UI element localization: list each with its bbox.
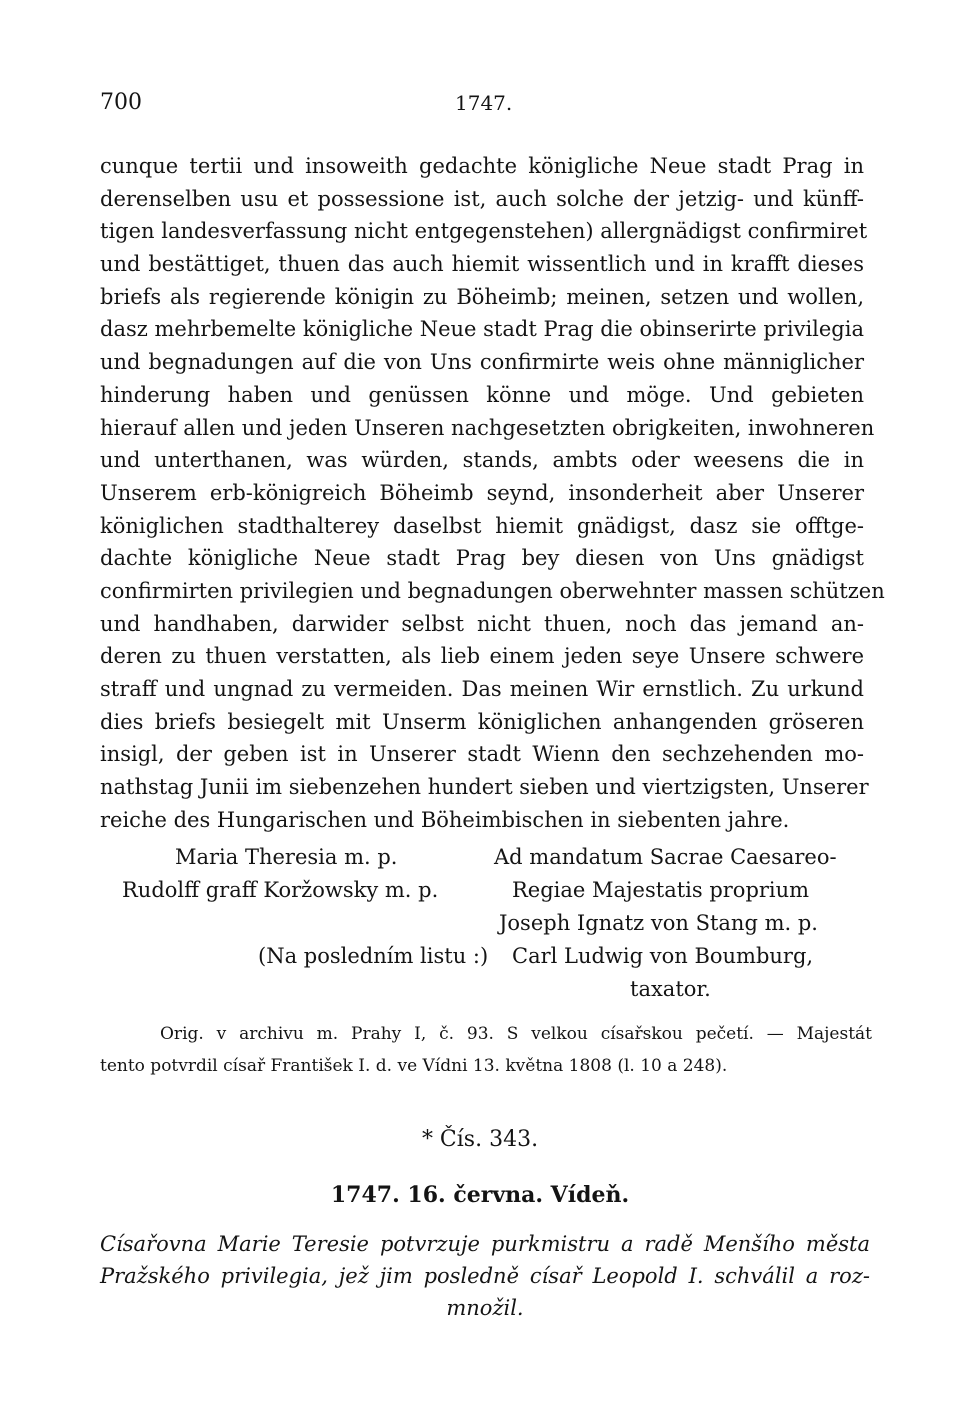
summary-line: Pražského privilegia, jež jim posledně císař Leopold I. schválil a roz- — [100, 1264, 870, 1288]
text-line: nathstag Junii im siebenzehen hundert sieben und viertzigsten, Unserer — [100, 775, 869, 800]
source-note-line: tento potvrdil císař František I. d. ve Vídni 13. května 1808 (l. 10 a 248). — [100, 1056, 728, 1076]
document-date-place: 1747. 16. června. Vídeň. — [330, 1182, 630, 1208]
signature-ad-mandatum: Ad mandatum Sacrae Caesareo- — [494, 845, 837, 869]
text-line: hierauf allen und jeden Unseren nachgesetzten obrigkeiten, inwohneren — [100, 415, 875, 440]
signature-korzowsky: Rudolff graff Koržowsky m. p. — [122, 878, 439, 902]
text-line: und begnadungen auf die von Uns confirmirte weis ohne männiglicher — [100, 350, 864, 375]
summary-line: množil. — [446, 1296, 524, 1320]
text-line: briefs als regierende königin zu Böheimb; meinen, setzen und wollen, — [100, 284, 864, 309]
last-page-note: (Na posledním listu :) — [258, 944, 489, 968]
text-line: confirmirten privilegien und begnadungen oberwehnter massen schützen — [100, 578, 885, 603]
signature-regiae-majestatis: Regiae Majestatis proprium — [512, 878, 810, 902]
document-number: * Čís. 343. — [421, 1127, 539, 1152]
document-summary — [100, 1228, 870, 1324]
text-line: hinderung haben und genüssen könne und möge. Und gebieten — [100, 382, 864, 407]
summary-line: Císařovna Marie Teresie potvrzuje purkmistru a radě Menšího města — [100, 1232, 870, 1256]
text-line: deren zu thuen verstatten, als lieb einem jeden seye Unsere schwere — [100, 644, 864, 669]
text-line: dasz mehrbemelte königliche Neue stadt Prag die obinserirte privilegia — [100, 317, 864, 342]
page-number: 700 — [100, 90, 142, 115]
text-line: dies briefs besiegelt mit Unserm königlichen anhangenden gröseren — [100, 709, 864, 734]
text-line: derenselben usu et possessione ist, auch solche der jetzig- und künff- — [100, 186, 864, 211]
signature-stang: Joseph Ignatz von Stang m. p. — [499, 911, 818, 935]
text-line: und bestättiget, thuen das auch hiemit wissentlich und in krafft dieses — [100, 252, 864, 277]
running-header-year: 1747. — [455, 91, 513, 115]
text-line: Unserem erb-königreich Böheimb seynd, insonderheit aber Unserer — [100, 480, 864, 505]
text-line: reiche des Hungarischen und Böheimbischen in siebenten jahre. — [100, 807, 790, 832]
text-line: königlichen stadthalterey daselbst hiemit gnädigst, dasz sie offtge- — [100, 513, 864, 538]
text-line: insigl, der geben ist in Unserer stadt Wienn den sechzehenden mo- — [100, 742, 864, 767]
text-line: straff und ungnad zu vermeiden. Das meinen Wir ernstlich. Zu urkund — [100, 677, 864, 701]
signature-maria-theresia: Maria Theresia m. p. — [175, 845, 398, 869]
source-note — [100, 1018, 872, 1082]
text-line: cunque tertii und insoweith gedachte königliche Neue stadt Prag in — [100, 154, 864, 178]
text-line: und unterthanen, was würden, stands, ambts oder weesens die in — [100, 448, 864, 473]
main-text-block — [100, 150, 885, 836]
text-line: tigen landesverfassung nicht entgegenstehen) allergnädigst confirmiret — [100, 219, 868, 244]
source-note-line: Orig. v archivu m. Prahy I, č. 93. S velkou císařskou pečetí. — Majestát — [160, 1024, 872, 1044]
signature-taxator: taxator. — [630, 977, 711, 1001]
signature-boumburg: Carl Ludwig von Boumburg, — [512, 944, 814, 968]
text-line: dachte königliche Neue stadt Prag bey diesen von Uns gnädigst — [100, 546, 864, 571]
text-line: und handhaben, darwider selbst nicht thuen, noch das jemand an- — [100, 611, 864, 636]
